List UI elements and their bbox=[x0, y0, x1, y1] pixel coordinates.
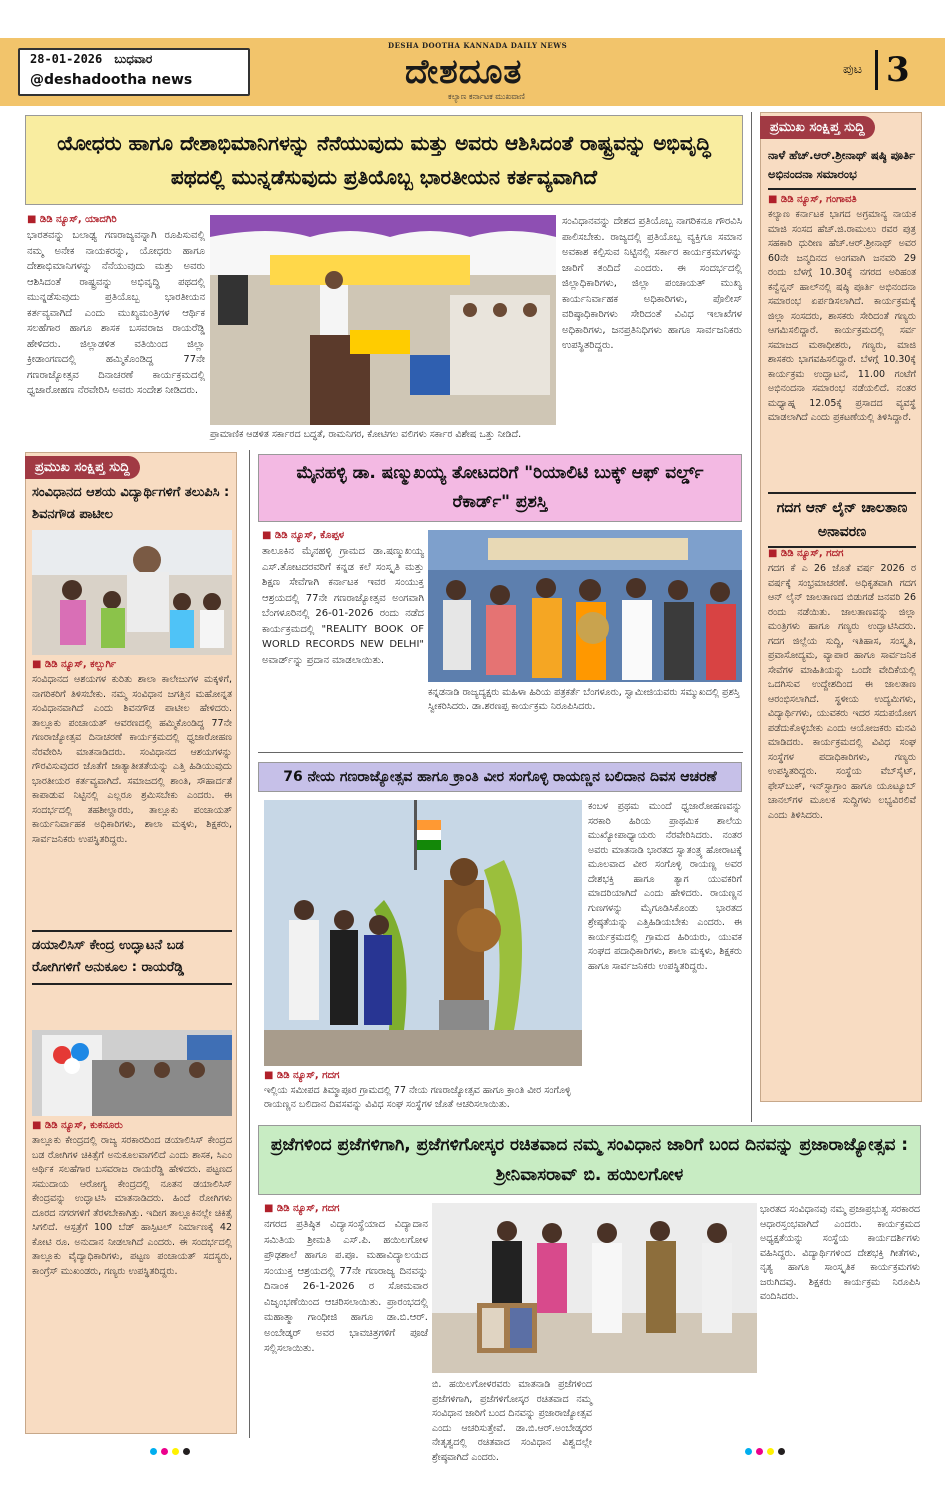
story1-caption: ಪ್ರಾಮಾಣಿಕ ಆಡಳಿತ ಸರ್ಕಾರದ ಬದ್ಧತೆ, ರಾಮನಿಗರ, ಕೋಟಿಗಲ ವಲಿಗಳು ಸರ್ಕಾರ ವಿಶೇಷ ಒತ್ತು ನೀಡಿದೆ. bbox=[210, 429, 522, 440]
story3-text: ಕಂಬಳ ಪ್ರಥಮ ಮುಂದೆ ಧ್ವಜಾರೋಹಣವನ್ನು ಸರಕಾರಿ ಹಿರಿಯ ಪ್ರಾಥಮಿಕ ಶಾಲೆಯ ಮುಖ್ಯೋಪಾಧ್ಯಾಯರು ನೆರವೇರಿಸಿದರು. ನಂತರ ಅವರು ಮಾತನಾಡಿ ಭಾರತದ ಸ್ವಾತಂತ್ರ್ಯ ಹೋರಾಟಕ್ಕೆ ಮೂಲವಾದ ವೀರ ಸಂಗೊಳ್ಳಿ ರಾಯಣ್ಣ ಅವರ ದೇಶಭಕ್ತಿ ಹಾಗೂ ತ್ಯಾಗ ಯುವಕರಿಗೆ ಮಾದರಿಯಾಗಿದೆ ಎಂದು ಹೇಳಿದರು. ರಾಯಣ್ಣನ ಗುಣಗಳನ್ನು ಮೈಗೂಡಿಸಿಕೊಂಡು ಭಾರತದ ಶ್ರೇಷ್ಠತೆಯನ್ನು ಎತ್ತಿಹಿಡಿಯಬೇಕು ಎಂದರು. ಈ ಕಾರ್ಯಕ್ರಮದಲ್ಲಿ ಗ್ರಾಮದ ಹಿರಿಯರು, ಯುವಕ ಸಂಘದ ಪದಾಧಿಕಾರಿಗಳು, ಶಾಲಾ ಮಕ್ಕಳು, ಶಿಕ್ಷಕರು ಹಾಗೂ ಸಾರ್ವಜನಿಕರು ಉಪಸ್ಥಿತರಿದ್ದರು. bbox=[588, 801, 742, 972]
reg-dot bbox=[161, 1448, 168, 1455]
paper-logo: ದೇಶದೂತ bbox=[405, 52, 523, 92]
story3-headline: 76 ನೇಯ ಗಣರಾಜ್ಯೋತ್ಸವ ಹಾಗೂ ಕ್ರಾಂತಿ ವೀರ ಸಂಗೊಳ್ಳಿ ರಾಯಣ್ಣನ ಬಲಿದಾನ ದಿವಸ ಆಚರಣೆ bbox=[258, 762, 742, 792]
story4-column-2: ಬಿ. ಹಯಿಲಗೋಳರವರು ಮಾತನಾಡಿ ಪ್ರಜೆಗಳಿಂದ ಪ್ರಜೆಗಳಿಗಾಗಿ, ಪ್ರಜೆಗಳಿಗೋಸ್ಕರ ರಚಿತವಾದ ನಮ್ಮ ಸಂವಿಧಾನ ಜಾರಿಗೆ ಬಂದ ದಿನವನ್ನು ಪ್ರಜಾರಾಜ್ಯೋತ್ಸವ ಎಂದು ಆಚರಿಸುತ್ತೇವೆ. ಡಾ.ಬಿ.ಆರ್.ಅಂಬೇಡ್ಕರರ ನೇತೃತ್ವದಲ್ಲಿ ರಚಿತವಾದ ಸಂವಿಧಾನ ವಿಶ್ವದಲ್ಲೇ ಶ್ರೇಷ್ಠವಾಗಿದೆ ಎಂದರು. bbox=[432, 1379, 592, 1463]
story1-photo bbox=[210, 215, 556, 425]
column-rule-left bbox=[249, 450, 250, 1438]
story4-column-1: ನಗರದ ಪ್ರತಿಷ್ಠಿತ ವಿದ್ಯಾಸಂಸ್ಥೆಯಾದ ವಿದ್ಯಾದಾನ ಸಮಿತಿಯ ಶ್ರೀಮತಿ ಎಸ್.ಪಿ. ಹಯಿಲಗೋಳ ಪ್ರೌಢಶಾಲೆ ಹಾಗೂ ಪ.ಪೂ. ಮಹಾವಿದ್ಯಾಲಯದ ಸಂಯುಕ್ತ ಆಶ್ರಯದಲ್ಲಿ 77ನೇ ಗಣರಾಜ್ಯ ದಿನವನ್ನು ದಿನಾಂಕ 26-1-2026 ರ ಸೋಮವಾರ ವಿಜೃಂಭಣೆಯಿಂದ ಆಚರಿಸಲಾಯಿತು. ಪ್ರಾರಂಭದಲ್ಲಿ ಮಹಾತ್ಮಾ ಗಾಂಧೀಜಿ ಹಾಗೂ ಡಾ.ಬಿ.ಆರ್. ಅಂಬೇಡ್ಕರ್ ಅವರ ಭಾವಚಿತ್ರಗಳಿಗೆ ಪೂಜೆ ಸಲ್ಲಿಸಲಾಯಿತು. bbox=[264, 1219, 428, 1354]
story1-headline: ಯೋಧರು ಹಾಗೂ ದೇಶಾಭಿಮಾನಿಗಳನ್ನು ನೆನೆಯುವುದು ಮತ್ತು ಅವರು ಆಶಿಸಿದಂತೆ ರಾಷ್ಟ್ರವನ್ನು ಅಭಿವೃದ್ಧಿ ಪಥದಲ್ಲಿ ಮುನ್ನಡೆಸುವುದು ಪ್ರತಿಯೊಬ್ಬ ಭಾರತೀಯನ ಕರ್ತವ್ಯವಾಗಿದೆ bbox=[25, 115, 743, 205]
right-item2-title: ಗದಗ ಆನ್ ಲೈನ್ ಚಾಲತಾಣ ಅನಾವರಣ bbox=[768, 492, 916, 548]
issue-day: ಬುಧವಾರ bbox=[114, 52, 153, 66]
left-item2-byline: ■ ಡಿಡಿ ನ್ಯೂಸ್, ಕುಕನೂರು bbox=[32, 1120, 123, 1131]
left-item2-text: ತಾಲ್ಲೂಕು ಕೇಂದ್ರದಲ್ಲಿ ರಾಜ್ಯ ಸರಕಾರದಿಂದ ಡಯಾಲಿಸಿಸ್ ಕೇಂದ್ರದ ಬಡ ರೋಗಿಗಳ ಚಿಕಿತ್ಸೆಗೆ ಅನುಕೂಲವಾಗಲಿದೆ ಎಂದು ಶಾಸಕ, ಸಿಎಂ ಆರ್ಥಿಕ ಸಲಹೆಗಾರ ಬಸವರಾಜ ರಾಯರೆಡ್ಡಿ ಹೇಳಿದರು. ಪಟ್ಟಣದ ಸಮುದಾಯ ಆರೋಗ್ಯ ಕೇಂದ್ರದಲ್ಲಿ ನೂತನ ಡಯಾಲಿಸಿಸ್ ಕೇಂದ್ರವನ್ನು ಉದ್ಘಾಟಿಸಿ ಮಾತನಾಡಿದರು. ಹಿಂದೆ ರೋಗಿಗಳು ದೂರದ ನಗರಗಳಿಗೆ ತೆರಳಬೇಕಾಗಿತ್ತು. ಇದೀಗ ತಾಲ್ಲೂಕಿನಲ್ಲೇ ಚಿಕಿತ್ಸೆ ಸಿಗಲಿದೆ. ಆಸ್ಪತ್ರೆಗೆ 100 ಬೆಡ್ ಹಾಸ್ಪಿಟಲ್ ನಿರ್ಮಾಣಕ್ಕೆ 42 ಕೋಟಿ ರೂ. ಅನುದಾನ ನೀಡಲಾಗಿದೆ ಎಂದರು. ಈ ಸಂದರ್ಭದಲ್ಲಿ ತಾಲ್ಲೂಕು ವೈದ್ಯಾಧಿಕಾರಿಗಳು, ಪಟ್ಟಣ ಪಂಚಾಯತ್ ಸದಸ್ಯರು, ಕಾಂಗ್ರೆಸ್ ಮುಖಂಡರು, ಗಣ್ಯರು ಉಪಸ್ಥಿತರಿದ್ದರು. bbox=[32, 1135, 232, 1277]
date-line bbox=[30, 52, 164, 67]
story2-caption: ಕನ್ನಡನಾಡಿ ರಾಜ್ಯದ್ಯಕ್ಷರು ಮಹಿಳಾ ಹಿರಿಯ ಪತ್ರಕರ್ತೆ ಬೆಂಗಳೂರು, ಸ್ವಾಮೀಜಿಯವರು ಸಮ್ಮುಖದಲ್ಲಿ ಪ್ರಶಸ್ತಿ ಸ್ವೀಕರಿಸಿದರು. ಡಾ.ಶರಣಪ್ಪ ಕಾರ್ಯಕ್ರಮ ನಿರೂಪಿಸಿದರು. bbox=[428, 687, 740, 712]
page-number: 3 bbox=[875, 50, 910, 90]
story1-column-2: ಸಂವಿಧಾನವನ್ನು ದೇಶದ ಪ್ರತಿಯೊಬ್ಬ ನಾಗರಿಕನೂ ಗೌರವಿಸಿ ಪಾಲಿಸಬೇಕು. ರಾಜ್ಯದಲ್ಲಿ ಪ್ರತಿಯೊಬ್ಬ ವ್ಯಕ್ತಿಗೂ ಸಮಾನ ಅವಕಾಶ ಕಲ್ಪಿಸುವ ನಿಟ್ಟಿನಲ್ಲಿ ಸರ್ಕಾರ ಕಾರ್ಯಕ್ರಮಗಳನ್ನು ಜಾರಿಗೆ ತಂದಿದೆ ಎಂದರು. ಈ ಸಂದರ್ಭದಲ್ಲಿ ಜಿಲ್ಲಾಧಿಕಾರಿಗಳು, ಜಿಲ್ಲಾ ಪಂಚಾಯತ್ ಮುಖ್ಯ ಕಾರ್ಯನಿರ್ವಾಹಕ ಅಧಿಕಾರಿಗಳು, ಪೊಲೀಸ್ ವರಿಷ್ಠಾಧಿಕಾರಿಗಳು ಸೇರಿದಂತೆ ವಿವಿಧ ಇಲಾಖೆಗಳ ಅಧಿಕಾರಿಗಳು, ಜನಪ್ರತಿನಿಧಿಗಳು ಹಾಗೂ ಸಾರ್ವಜನಿಕರು ಉಪಸ್ಥಿತರಿದ್ದರು. bbox=[562, 216, 742, 351]
reg-dot bbox=[183, 1448, 190, 1455]
column-rule-right bbox=[751, 112, 752, 1122]
left-item2-title: ಡಯಾಲಿಸಿಸ್ ಕೇಂದ್ರ ಉದ್ಘಾಟನೆ ಬಡ ರೋಗಿಗಳಿಗೆ ಅನುಕೂಲ : ರಾಯರೆಡ್ಡಿ bbox=[32, 930, 232, 985]
story1-column-1: ಭಾರತವನ್ನು ಬಲಾಢ್ಯ ಗಣರಾಜ್ಯವನ್ನಾಗಿ ರೂಪಿಸುವಲ್ಲಿ ನಮ್ಮ ಅನೇಕ ನಾಯಕರನ್ನು, ಯೋಧರು ಹಾಗೂ ದೇಶಾಭಿಮಾನಿಗಳನ್ನು ನೆನೆಯುವುದು ಮತ್ತು ಅವರು ಆಶಿಸಿದಂತೆ ರಾಷ್ಟ್ರವನ್ನು ಅಭಿವೃದ್ಧಿ ಪಥದಲ್ಲಿ ಮುನ್ನಡೆಸುವುದು ಪ್ರತಿಯೊಬ್ಬ ಭಾರತೀಯನ ಕರ್ತವ್ಯವಾಗಿದೆ ಎಂದು ಮುಖ್ಯಮಂತ್ರಿಗಳ ಆರ್ಥಿಕ ಸಲಹೆಗಾರ ಹಾಗೂ ಶಾಸಕ ಬಸವರಾಜ ರಾಯರೆಡ್ಡಿ ಹೇಳಿದರು. ಜಿಲ್ಲಾಡಳಿತ ವತಿಯಿಂದ ಜಿಲ್ಲಾ ಕ್ರೀಡಾಂಗಣದಲ್ಲಿ ಹಮ್ಮಿಕೊಂಡಿದ್ದ 77ನೇ ಗಣರಾಜ್ಯೋತ್ಸವ ದಿನಾಚರಣೆ ಕಾರ್ಯಕ್ರಮದಲ್ಲಿ ಧ್ವಜಾರೋಹಣ ನೆರವೇರಿಸಿ ಅವರು ಸಂದೇಶ ನೀಡಿದರು. bbox=[27, 230, 205, 396]
right-item2-text: ಗದಗ ಕೆ ಎ 26 ಜೊತೆ ವರ್ಷ 2026 ರ ವರ್ಷಕ್ಕೆ ಸಂಭ್ರಮಾಚರಣೆ. ಅಧಿಕೃತವಾಗಿ ಗದಗ ಆನ್ ಲೈನ್ ಜಾಲತಾಣದ ಬಿಡುಗಡೆ ಜನವರಿ 26 ರಂದು ನಡೆಯಿತು. ಜಾಲತಾಣವನ್ನು ಜಿಲ್ಲಾ ಮಂತ್ರಿಗಳು ಹಾಗೂ ಗಣ್ಯರು ಉದ್ಘಾಟಿಸಿದರು. ಗದಗ ಜಿಲ್ಲೆಯ ಸುದ್ದಿ, ಇತಿಹಾಸ, ಸಂಸ್ಕೃತಿ, ಪ್ರವಾಸೋದ್ಯಮ, ವ್ಯಾಪಾರ ಹಾಗೂ ಸಾರ್ವಜನಿಕ ಸೇವೆಗಳ ಮಾಹಿತಿಯನ್ನು ಒಂದೇ ವೇದಿಕೆಯಲ್ಲಿ ಒದಗಿಸುವ ಉದ್ದೇಶದಿಂದ ಈ ಜಾಲತಾಣ ಆರಂಭಿಸಲಾಗಿದೆ. ಸ್ಥಳೀಯ ಉದ್ಯಮಿಗಳು, ವಿದ್ಯಾರ್ಥಿಗಳು, ಯುವಕರು ಇದರ ಸದುಪಯೋಗ ಪಡೆದುಕೊಳ್ಳಬೇಕು ಎಂದು ಆಯೋಜಕರು ಮನವಿ ಮಾಡಿದರು. ಕಾರ್ಯಕ್ರಮದಲ್ಲಿ ವಿವಿಧ ಸಂಘ ಸಂಸ್ಥೆಗಳ ಪದಾಧಿಕಾರಿಗಳು, ಗಣ್ಯರು ಉಪಸ್ಥಿತರಿದ್ದರು. ಸಂಸ್ಥೆಯ ವೆಬ್‌ಸೈಟ್, ಫೇಸ್‌ಬುಕ್, ಇನ್‌ಸ್ಟಾಗ್ರಾಂ ಹಾಗೂ ಯೂಟ್ಯೂಬ್ ಚಾನಲ್‌ಗಳ ಮೂಲಕ ಸುದ್ದಿಗಳು ಲಭ್ಯವಿರಲಿವೆ ಎಂದು ತಿಳಿಸಿದರು. bbox=[768, 563, 916, 821]
story2-headline: ಮೈನಹಳ್ಳಿ ಡಾ. ಷಣ್ಮುಖಯ್ಯ ತೋಟದರಿಗೆ "ರಿಯಾಲಿಟಿ ಬುಕ್ಕ್ ಆಫ್ ವರ್ಲ್ಡ್ ರೆಕಾರ್ಡ್" ಪ್ರಶಸ್ತಿ bbox=[258, 454, 742, 522]
story3-byline: ■ ಡಿಡಿ ನ್ಯೂಸ್, ಗದಗ bbox=[264, 1070, 340, 1081]
left-sidebar-tab: ಪ್ರಮುಖ ಸಂಕ್ಷಿಪ್ತ ಸುದ್ದಿ bbox=[25, 456, 140, 479]
left-item1-title: ಸಂವಿಧಾನದ ಆಶಯ ವಿದ್ಯಾರ್ಥಿಗಳಿಗೆ ತಲುಪಿಸಿ : ಶಿವನಗೌಡ ಪಾಟೀಲ bbox=[32, 482, 232, 532]
story3-photo bbox=[264, 800, 582, 1066]
left-item1-text: ಸಂವಿಧಾನದ ಆಶಯಗಳ ಕುರಿತು ಶಾಲಾ ಕಾಲೇಜುಗಳ ಮಕ್ಕಳಿಗೆ, ನಾಗರಿಕರಿಗೆ ತಿಳಿಸಬೇಕು. ನಮ್ಮ ಸಂವಿಧಾನ ಜಗತ್ತಿನ ಮಹೋನ್ನತ ಸಂವಿಧಾನವಾಗಿದೆ ಎಂದು ಶಿವನಗೌಡ ಪಾಟೀಲ ಹೇಳಿದರು. ತಾಲ್ಲೂಕು ಪಂಚಾಯತ್ ಆವರಣದಲ್ಲಿ ಹಮ್ಮಿಕೊಂಡಿದ್ದ 77ನೇ ಗಣರಾಜ್ಯೋತ್ಸವ ದಿನಾಚರಣೆ ಕಾರ್ಯಕ್ರಮದಲ್ಲಿ ಧ್ವಜಾರೋಹಣ ನೆರವೇರಿಸಿ ಮಾತನಾಡಿದರು. ಸಂವಿಧಾನದ ಆಶಯಗಳನ್ನು ಗೌರವಿಸುವುದರ ಜೊತೆಗೆ ಜಾತ್ಯಾತೀತತೆಯನ್ನು ಎತ್ತಿ ಹಿಡಿಯುವುದು ಭಾರತೀಯರ ಕರ್ತವ್ಯವಾಗಿದೆ. ಸಮಾಜದಲ್ಲಿ ಶಾಂತಿ, ಸೌಹಾರ್ದತೆ ಕಾಪಾಡುವ ನಿಟ್ಟಿನಲ್ಲಿ ಎಲ್ಲರೂ ಶ್ರಮಿಸಬೇಕು ಎಂದರು. ಈ ಸಂದರ್ಭದಲ್ಲಿ ತಹಶೀಲ್ದಾರರು, ತಾಲ್ಲೂಕು ಪಂಚಾಯತ್ ಕಾರ್ಯನಿರ್ವಾಹಕ ಅಧಿಕಾರಿಗಳು, ಶಾಲಾ ಮಕ್ಕಳು, ಶಿಕ್ಷಕರು, ಸಾರ್ವಜನಿಕರು ಉಪಸ್ಥಿತರಿದ್ದರು. bbox=[32, 674, 232, 845]
right-item1-text: ಕಲ್ಯಾಣ ಕರ್ನಾಟಕ ಭಾಗದ ಅಗ್ರಮಾನ್ಯ ನಾಯಕ ಮಾಜಿ ಸಂಸದ ಹೆಚ್.ಜಿ.ರಾಮುಲು ರವರ ಪುತ್ರ ಸಹಕಾರಿ ಧುರೀಣ ಹೆಚ್.ಆರ್.ಶ್ರೀನಾಥ್ ಅವರ 60ನೇ ಜನ್ಮದಿನದ ಅಂಗವಾಗಿ ಜನವರಿ 29 ರಂದು ಬೆಳಗ್ಗೆ 10.30ಕ್ಕೆ ನಗರದ ಅರಿಹಂತ ಕನ್ವೆನ್ಷನ್ ಹಾಲ್‌ನಲ್ಲಿ ಷಷ್ಠಿ ಪೂರ್ತಿ ಅಭಿನಂದನಾ ಸಮಾರಂಭ ಏರ್ಪಡಿಸಲಾಗಿದೆ. ಕಾರ್ಯಕ್ರಮಕ್ಕೆ ಜಿಲ್ಲಾ ಸಂಸದರು, ಶಾಸಕರು ಸೇರಿದಂತೆ ಗಣ್ಯರು ಆಗಮಿಸಲಿದ್ದಾರೆ. ಕಾರ್ಯಕ್ರಮದಲ್ಲಿ ಸರ್ವ ಸಮಾಜದ ಮಠಾಧೀಶರು, ಗಣ್ಯರು, ಮಾಜಿ ಶಾಸಕರು ಭಾಗವಹಿಸಲಿದ್ದಾರೆ. ಬೆಳಗ್ಗೆ 10.30ಕ್ಕೆ ಕಾರ್ಯಕ್ರಮ ಉದ್ಘಾಟನೆ, 11.00 ಗಂಟೆಗೆ ಅಭಿನಂದನಾ ಸಮಾರಂಭ ನಡೆಯಲಿದೆ. ನಂತರ ಮಧ್ಯಾಹ್ನ 12.05ಕ್ಕೆ ಪ್ರಸಾದದ ವ್ಯವಸ್ಥೆ ಮಾಡಲಾಗಿದೆ ಎಂದು ಪ್ರಕಟಣೆಯಲ್ಲಿ ತಿಳಿಸಿದ್ದಾರೆ. bbox=[768, 209, 916, 423]
story2-byline: ■ ಡಿಡಿ ನ್ಯೂಸ್, ಕೊಪ್ಪಳ bbox=[262, 530, 345, 541]
story2-photo bbox=[428, 530, 742, 682]
right-sidebar-tab: ಪ್ರಮುಖ ಸಂಕ್ಷಿಪ್ತ ಸುದ್ದಿ bbox=[760, 116, 875, 139]
story1-byline: ■ ಡಿಡಿ ನ್ಯೂಸ್, ಯಾದಗಿರಿ bbox=[27, 214, 117, 225]
social-handle: @deshadootha news bbox=[30, 72, 193, 88]
paper-tagline: ಕಲ್ಯಾಣ ಕರ್ನಾಟಕ ಮುಖವಾಣಿ bbox=[448, 92, 525, 101]
reg-dot bbox=[778, 1448, 785, 1455]
reg-dot bbox=[150, 1448, 157, 1455]
reg-dot bbox=[767, 1448, 774, 1455]
story4-byline: ■ ಡಿಡಿ ನ್ಯೂಸ್, ಗದಗ bbox=[264, 1203, 340, 1214]
right-item1-byline: ■ ಡಿಡಿ ನ್ಯೂಸ್, ಗಂಗಾವತಿ bbox=[768, 194, 857, 205]
reg-dot bbox=[756, 1448, 763, 1455]
registration-marks-right bbox=[745, 1448, 785, 1455]
issue-date: 28-01-2026 bbox=[30, 52, 103, 66]
right-item2-byline: ■ ಡಿಡಿ ನ್ಯೂಸ್, ಗದಗ bbox=[768, 548, 844, 559]
row-rule-mid bbox=[258, 752, 743, 753]
reg-dot bbox=[172, 1448, 179, 1455]
left-item1-photo bbox=[32, 530, 232, 655]
reg-dot bbox=[745, 1448, 752, 1455]
left-item2-photo bbox=[32, 1030, 232, 1116]
paper-name-english: DESHA DOOTHA KANNADA DAILY NEWS bbox=[388, 41, 568, 50]
story4-headline: ಪ್ರಜೆಗಳಿಂದ ಪ್ರಜೆಗಳಿಗಾಗಿ, ಪ್ರಜೆಗಳಿಗೋಸ್ಕರ ರಚಿತವಾದ ನಮ್ಮ ಸಂವಿಧಾನ ಜಾರಿಗೆ ಬಂದ ದಿನವನ್ನು ಪ್ರಜಾರಾಜ್ಯೋತ್ಸವ : ಶ್ರೀನಿವಾಸರಾವ್ ಬಿ. ಹಯಿಲಗೋಳ bbox=[258, 1125, 921, 1195]
story3-caption: ಇಲ್ಲಿಯ ಸಮೀಪದ ತಿಮ್ಮಾಪೂರ ಗ್ರಾಮದಲ್ಲಿ 77 ನೇಯ ಗಣರಾಜ್ಯೋತ್ಸವ ಹಾಗೂ ಕ್ರಾಂತಿ ವೀರ ಸಂಗೊಳ್ಳಿ ರಾಯಣ್ಣನ ಬಲಿದಾನ ದಿವಸವನ್ನು ವಿವಿಧ ಸಂಘ ಸಂಸ್ಥೆಗಳ ಜೊತೆ ಆಚರಿಸಲಾಯಿತು. bbox=[264, 1085, 571, 1110]
registration-marks-left bbox=[150, 1448, 190, 1455]
story2-text: ತಾಲೂಕಿನ ಮೈನಹಳ್ಳಿ ಗ್ರಾಮದ ಡಾ.ಷಣ್ಮುಖಯ್ಯ ಎಸ್.ತೋಟದರವರಿಗೆ ಕನ್ನಡ ಕಲೆ ಸಂಸ್ಕೃತಿ ಮತ್ತು ಶಿಕ್ಷಣ ಸೇವೆಗಾಗಿ ಕರ್ನಾಟಕ ಇವರ ಸಂಯುಕ್ತ ಆಶ್ರಯದಲ್ಲಿ 77ನೇ ಗಣರಾಜ್ಯೋತ್ಸವ ಅಂಗವಾಗಿ ಬೆಂಗಳೂರಿನಲ್ಲಿ 26-01-2026 ರಂದು ನಡೆದ ಕಾರ್ಯಕ್ರಮದಲ್ಲಿ "REALITY BOOK OF WORLD RECORDS NEW DELHI" ಅವಾರ್ಡ್‌ನ್ನು ಪ್ರದಾನ ಮಾಡಲಾಯಿತು. bbox=[262, 546, 424, 666]
left-item1-byline: ■ ಡಿಡಿ ನ್ಯೂಸ್, ಕಲ್ಬುರ್ಗಿ bbox=[32, 659, 117, 670]
page-label: ಪುಟ bbox=[843, 62, 863, 77]
story4-photo bbox=[432, 1203, 757, 1373]
right-item1-title: ನಾಳೆ ಹೆಚ್.ಆರ್.ಶ್ರೀನಾಥ್ ಷಷ್ಠಿ ಪೂರ್ತಿ ಅಭಿನಂದನಾ ಸಮಾರಂಭ bbox=[768, 146, 916, 190]
story4-column-3: ಭಾರತದ ಸಂವಿಧಾನವು ನಮ್ಮ ಪ್ರಜಾಪ್ರಭುತ್ವ ಸರಕಾರದ ಆಧಾರಸ್ತಂಭವಾಗಿದೆ ಎಂದರು. ಕಾರ್ಯಕ್ರಮದ ಅಧ್ಯಕ್ಷತೆಯನ್ನು ಸಂಸ್ಥೆಯ ಕಾರ್ಯದರ್ಶಿಗಳು ವಹಿಸಿದ್ದರು. ವಿದ್ಯಾರ್ಥಿಗಳಿಂದ ದೇಶಭಕ್ತಿ ಗೀತೆಗಳು, ನೃತ್ಯ ಹಾಗೂ ಸಾಂಸ್ಕೃತಿಕ ಕಾರ್ಯಕ್ರಮಗಳು ಜರುಗಿದವು. ಶಿಕ್ಷಕರು ಕಾರ್ಯಕ್ರಮ ನಿರೂಪಿಸಿ ವಂದಿಸಿದರು. bbox=[760, 1204, 920, 1302]
